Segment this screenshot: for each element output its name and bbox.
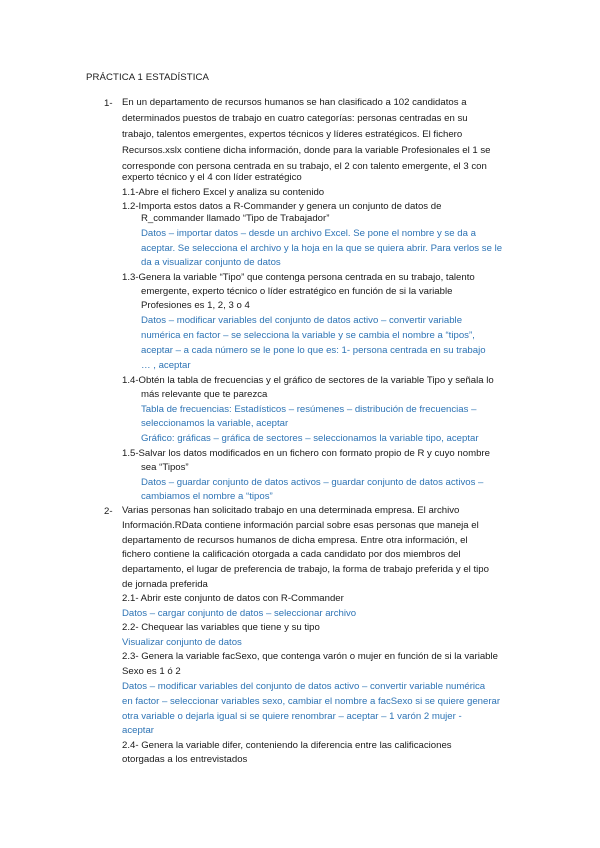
answer-1-5: Datos – guardar conjunto de datos activos – guardar conjunto de datos activos – <box>141 477 484 488</box>
q2-intro-line: Varias personas han solicitado trabajo en una determinada empresa. El archivo <box>122 505 460 516</box>
subquestion-1-4: 1.4-Obtén la tabla de frecuencias y el gráfico de sectores de la variable Tipo y señala lo <box>122 375 494 386</box>
answer-2-1: Datos – cargar conjunto de datos – seleccionar archivo <box>122 608 357 619</box>
answer-2-3: en factor – seleccionar variables sexo, cambiar el nombre a facSexo si se quiere generar <box>122 696 501 707</box>
q2-intro-line: departamento de recursos humanos de dicha empresa. Entre otra información, el <box>122 535 468 546</box>
answer-2-2: Visualizar conjunto de datos <box>122 637 242 648</box>
subquestion-2-3: 2.3- Genera la variable facSexo, que contenga varón o mujer en función de si la variable <box>122 651 498 662</box>
subquestion-1-3: 1.3-Genera la variable “Tipo” que contenga persona centrada en su trabajo, talento <box>122 272 475 283</box>
subquestion-2-4: otorgadas a los entrevistados <box>122 754 248 765</box>
answer-1-3: numérica en factor – se selecciona la variable y se cambia el nombre a “tipos”, <box>141 330 475 341</box>
subquestion-2-1: 2.1- Abrir este conjunto de datos con R-Commander <box>122 593 344 604</box>
subquestion-2-3: Sexo es 1 ó 2 <box>122 666 181 677</box>
answer-1-5: cambiamos el nombre a “tipos” <box>141 491 273 502</box>
q2-intro-line: departamento, el lugar de preferencia de trabajo, la forma de trabajo preferida y el tipo <box>122 564 489 575</box>
question-1-number: 1- <box>104 98 113 109</box>
answer-2-3: Datos – modificar variables del conjunto de datos activo – convertir variable numérica <box>122 681 486 692</box>
answer-1-3: … , aceptar <box>141 360 191 371</box>
subquestion-1-1: 1.1-Abre el fichero Excel y analiza su contenido <box>122 187 325 198</box>
q1-intro-line: experto técnico y el 4 con líder estratégico <box>122 172 302 183</box>
page-title: PRÁCTICA 1 ESTADÍSTICA <box>86 72 210 83</box>
subquestion-1-5: 1.5-Salvar los datos modificados en un fichero con formato propio de R y cuyo nombre <box>122 448 490 459</box>
q1-intro-line: Recursos.xslx contiene dicha información, donde para la variable Profesionales el 1 se <box>122 145 491 156</box>
answer-1-2: da a visualizar conjunto de datos <box>141 257 281 268</box>
q1-intro-line: corresponde con persona centrada en su trabajo, el 2 con talento emergente, el 3 con <box>122 161 487 172</box>
answer-2-3: aceptar <box>122 725 154 736</box>
answer-1-2: Datos – importar datos – desde un archivo Excel. Se pone el nombre y se da a <box>141 228 476 239</box>
subquestion-1-3: Profesiones es 1, 2, 3 o 4 <box>141 300 250 311</box>
answer-1-3: aceptar – a cada número se le pone lo que es: 1- persona centrada en su trabajo <box>141 345 486 356</box>
q1-intro-line: En un departamento de recursos humanos se han clasificado a 102 candidatos a <box>122 97 467 108</box>
subquestion-1-2: 1.2-Importa estos datos a R-Commander y genera un conjunto de datos de <box>122 201 442 212</box>
q2-intro-line: de jornada preferida <box>122 579 208 590</box>
answer-2-3: otra variable o dejarla igual si se quiere renombrar – aceptar – 1 varón 2 mujer - <box>122 711 462 722</box>
answer-1-4: Gráfico: gráficas – gráfica de sectores – seleccionamos la variable tipo, aceptar <box>141 433 479 444</box>
subquestion-2-2: 2.2- Chequear las variables que tiene y su tipo <box>122 622 320 633</box>
answer-1-3: Datos – modificar variables del conjunto de datos activo – convertir variable <box>141 315 463 326</box>
answer-1-2: aceptar. Se selecciona el archivo y la hoja en la que se quiera abrir. Para verlos se le <box>141 243 503 254</box>
q2-intro-line: fichero contiene la calificación otorgada a cada candidato por dos miembros del <box>122 549 461 560</box>
subquestion-1-4: más relevante que te parezca <box>141 389 268 400</box>
q1-intro-line: trabajo, talentos emergentes, expertos técnicos y líderes estratégicos. El fichero <box>122 129 463 140</box>
q1-intro-line: determinados puestos de trabajo en cuatro categorías: personas centradas en su <box>122 113 468 124</box>
subquestion-1-2: R_commander llamado “Tipo de Trabajador” <box>141 213 330 224</box>
q2-intro-line: Información.RData contiene información parcial sobre esas personas que maneja el <box>122 520 479 531</box>
subquestion-1-5: sea “Tipos” <box>141 462 189 473</box>
subquestion-2-4: 2.4- Genera la variable difer, conteniendo la diferencia entre las calificaciones <box>122 740 452 751</box>
answer-1-4: seleccionamos la variable, aceptar <box>141 418 289 429</box>
question-2-number: 2- <box>104 506 113 517</box>
answer-1-4: Tabla de frecuencias: Estadísticos – resúmenes – distribución de frecuencias – <box>141 404 477 415</box>
subquestion-1-3: emergente, experto técnico o líder estratégico en función de si la variable <box>141 286 453 297</box>
